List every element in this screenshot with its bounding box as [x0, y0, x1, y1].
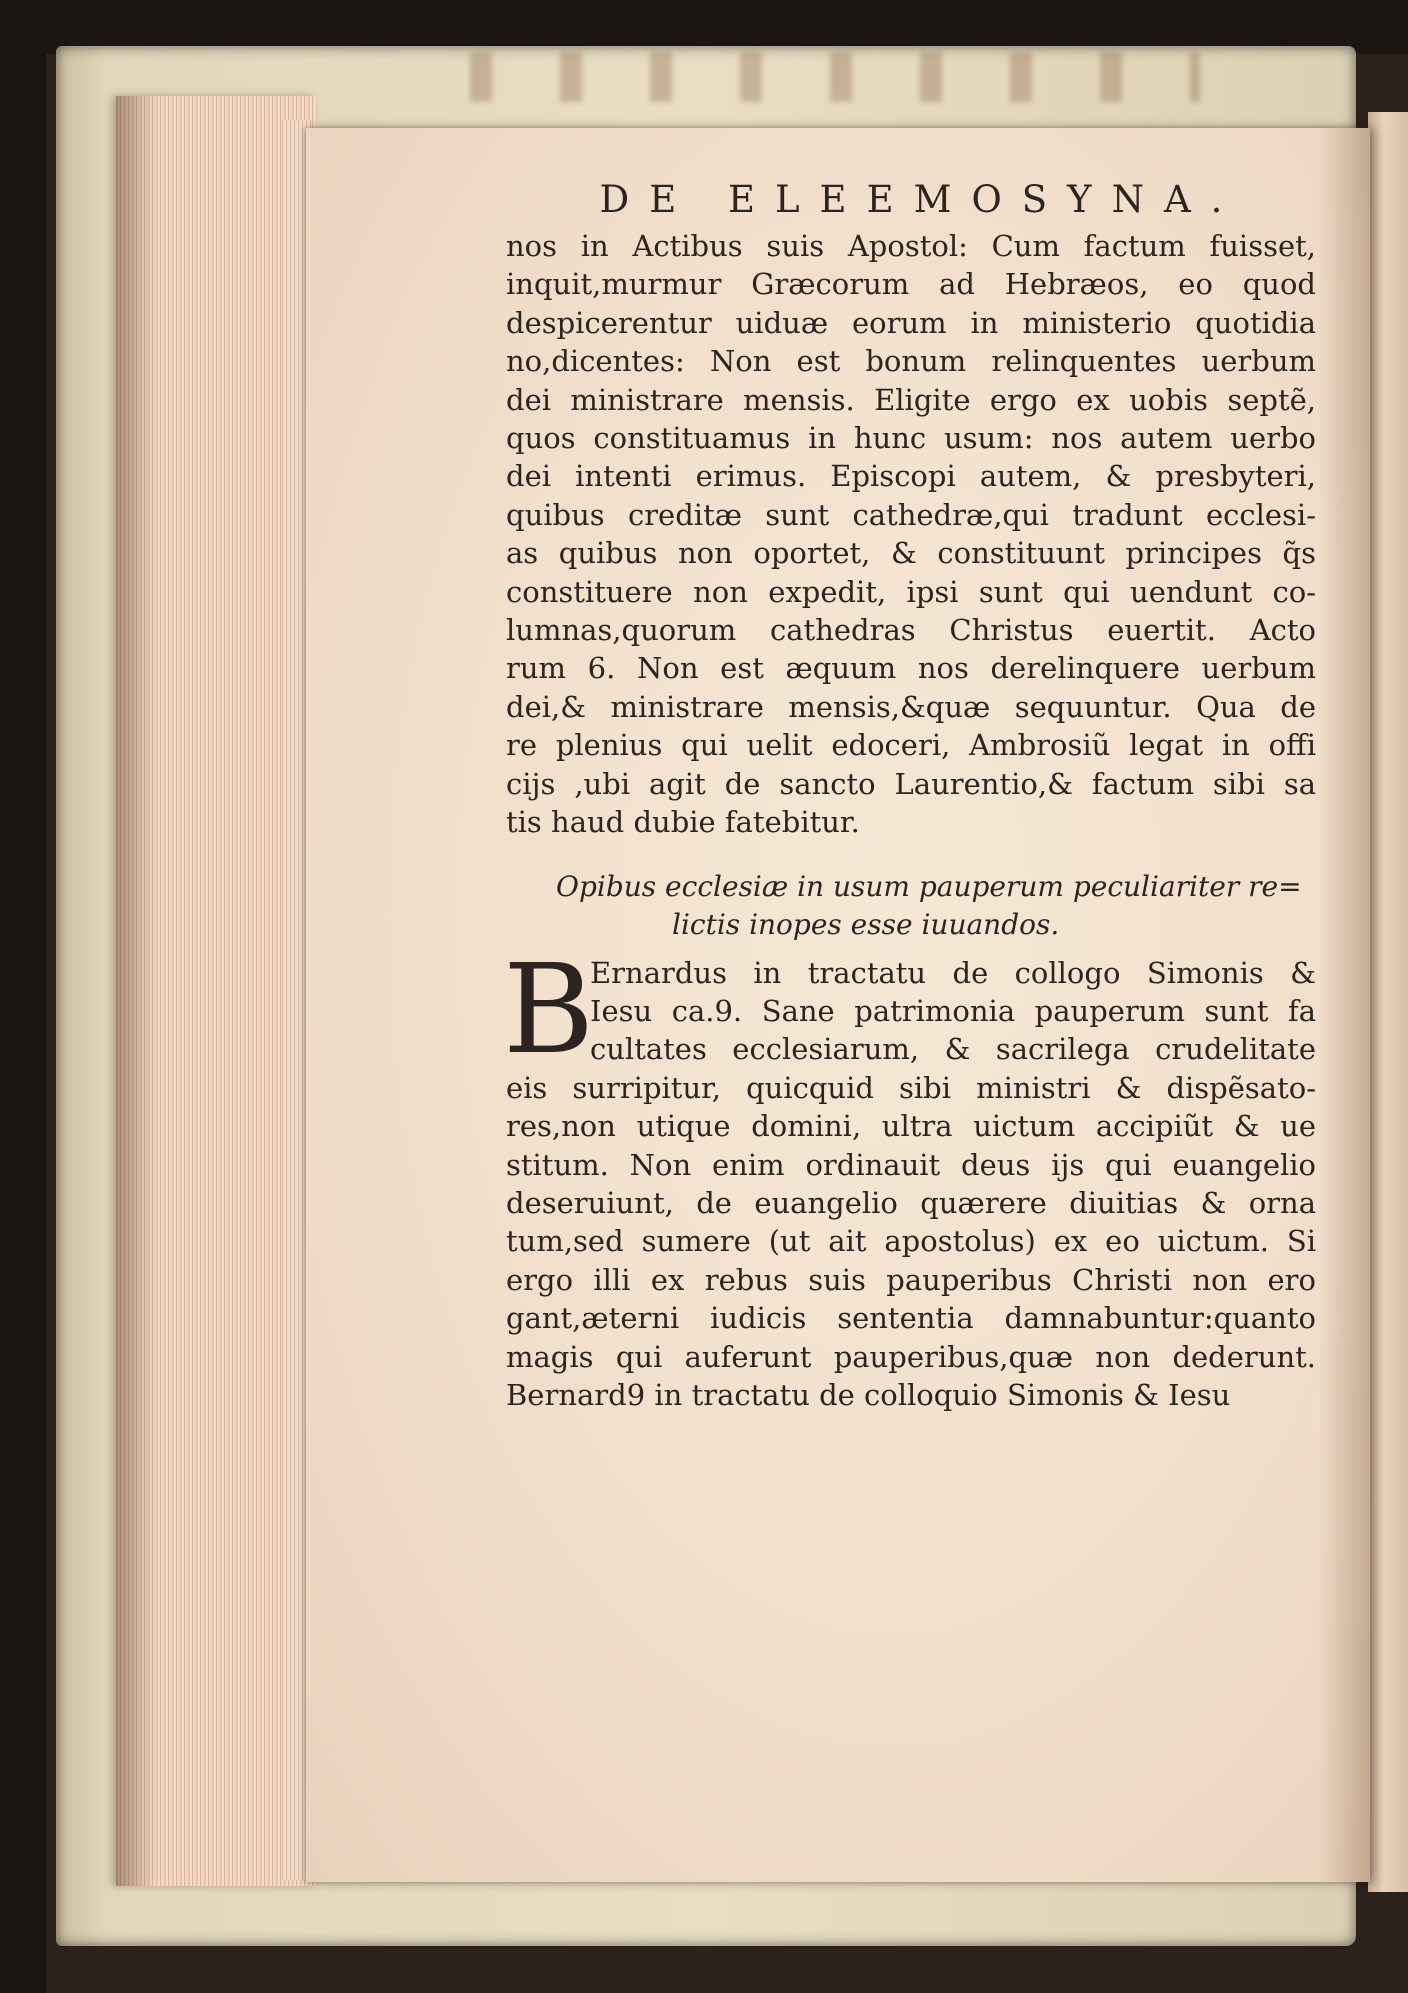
- text-line: eis surripitur, quicquid sibi ministri & dispẽsato-: [506, 1070, 1316, 1105]
- text-line: nos in Actibus suis Apostol: Cum factum fuisset,: [506, 229, 1316, 263]
- text-line: Bernard9 in tractatu de colloquio Simonis & Iesu: [506, 1377, 1231, 1412]
- text-line: cultates ecclesiarum, & sacrilega crudelitate: [590, 1032, 1316, 1067]
- text-line: gant,æterni iudicis sententia damnabuntur:quanto: [506, 1301, 1316, 1336]
- text-line: cijs ,ubi agit de sancto Laurentio,& factum sibi sa: [506, 766, 1316, 801]
- paragraph-2: [503, 937, 1316, 1415]
- text-line: as quibus non oportet, & constituunt principes q̃s: [506, 536, 1316, 571]
- text-line: res,non utique domini, ultra uictum accipiũt & ue: [506, 1109, 1316, 1144]
- spine-handwriting: [440, 52, 1200, 102]
- running-head: DE ELEEMOSYNA.: [599, 178, 1243, 221]
- text-line: tis haud dubie fatebitur.: [506, 805, 860, 840]
- facing-leaf-edge: [1368, 112, 1408, 1892]
- text-line: Iesu ca.9. Sane patrimonia pauperum sunt fa: [590, 993, 1316, 1028]
- text-line: inquit,murmur Græcorum ad Hebræos, eo quod: [506, 267, 1316, 302]
- text-line: stitum. Non enim ordinauit deus ijs qui euangelio: [506, 1147, 1316, 1182]
- text-line: despicerentur uiduæ eorum in ministerio quotidia: [506, 305, 1316, 340]
- text-line: re plenius qui uelit edoceri, Ambrosiũ legat in offi: [506, 728, 1316, 763]
- caption-line: Opibus ecclesiæ in usum pauperum peculiariter re=: [556, 869, 1302, 903]
- text-line: deseruiunt, de euangelio quærere diuitias & orna: [506, 1185, 1316, 1220]
- text-line: ergo illi ex rebus suis pauperibus Christi non ero: [506, 1262, 1316, 1297]
- text-line: tum,sed sumere (ut ait apostolus) ex eo uictum. Si: [506, 1224, 1316, 1259]
- text-line: dei ministrare mensis. Eligite ergo ex uobis septẽ,: [506, 382, 1316, 417]
- text-line: rum 6. Non est æquum nos derelinquere uerbum: [506, 651, 1316, 686]
- text-line: Ernardus in tractatu de collogo Simonis &: [590, 955, 1316, 990]
- text-line: constituere non expedit, ipsi sunt qui uendunt co-: [506, 574, 1316, 609]
- paragraph-1: [506, 227, 1316, 842]
- text-block: [503, 178, 1316, 1414]
- caption-line: lictis inopes esse iuuandos.: [672, 907, 1060, 941]
- page-block-shadow: [116, 96, 156, 1886]
- text-line: dei intenti erimus. Episcopi autem, & presbyteri,: [506, 459, 1316, 494]
- text-line: quibus creditæ sunt cathedræ,qui tradunt ecclesi-: [506, 497, 1316, 532]
- text-line: quos constituamus in hunc usum: nos autem uerbo: [506, 421, 1316, 456]
- text-line: magis qui auferunt pauperibus,quæ non dederunt.: [506, 1339, 1316, 1374]
- text-line: dei,& ministrare mensis,&quæ sequuntur. Qua de: [506, 689, 1316, 724]
- drop-initial: B: [503, 937, 595, 1082]
- text-line: no,dicentes: Non est bonum relinquentes uerbum: [506, 344, 1316, 379]
- section-caption: [506, 868, 1316, 944]
- gutter-shadow: [1318, 128, 1370, 1882]
- text-line: lumnas,quorum cathedras Christus euertit. Acto: [506, 613, 1316, 648]
